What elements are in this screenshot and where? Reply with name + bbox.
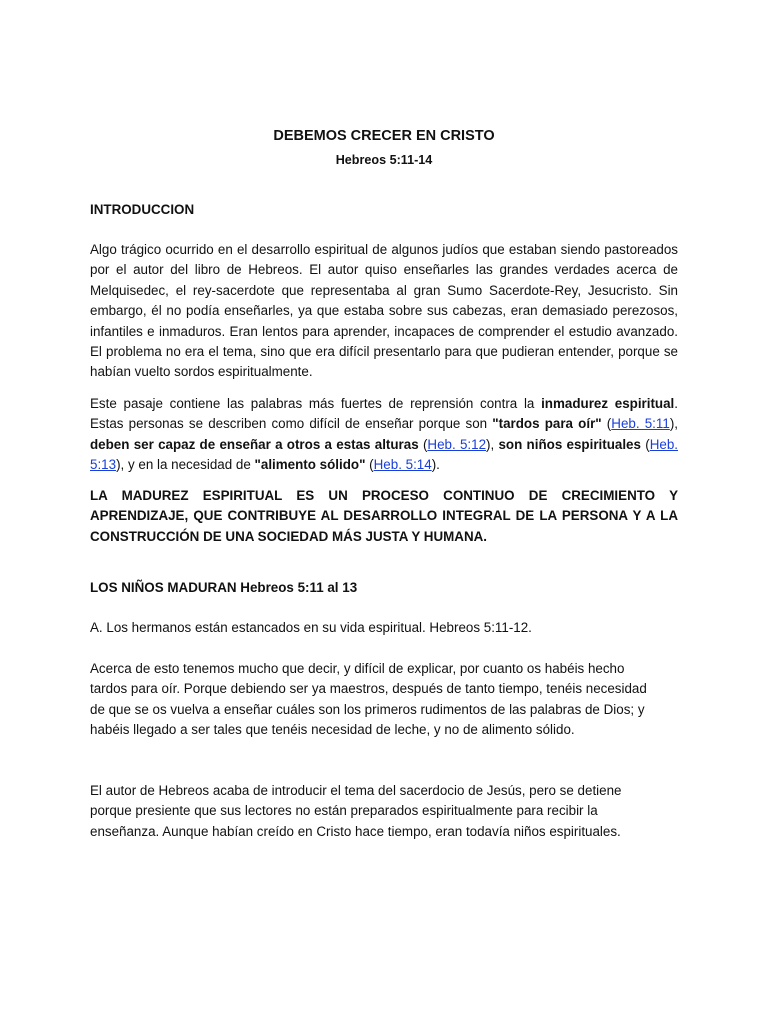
text-run: (: [601, 416, 612, 432]
text-run: (: [640, 436, 650, 452]
quote-line: habéis llegado a ser tales que tenéis necesidad de leche, y no de alimento sólido.: [90, 722, 575, 738]
bold-run: inmadurez espiritual: [541, 396, 675, 411]
closing-paragraph: [90, 781, 678, 842]
link-heb-5-14[interactable]: Heb. 5:14: [373, 457, 432, 473]
text-run: ).: [431, 457, 440, 473]
intro-heading: INTRODUCCION: [90, 202, 195, 217]
section-heading: LOS NIÑOS MADURAN Hebreos 5:11 al 13: [90, 580, 358, 595]
closing-line: El autor de Hebreos acaba de introducir el tema del sacerdocio de Jesús, pero se detiene: [90, 783, 622, 798]
closing-line: enseñanza. Aunque habían creído en Cristo hace tiempo, eran todavía niños espirituales.: [90, 823, 621, 839]
bold-run: "tardos para oír": [492, 416, 602, 432]
reprension-paragraph: [90, 394, 678, 476]
maturity-statement: LA MADUREZ ESPIRITUAL ES UN PROCESO CONTINUO DE CRECIMIENTO Y APRENDIZAJE, QUE CONTRIBUYE AL DESARROLLO INTEGRAL DE LA PERSONA Y A LA CONSTRUCCIÓN DE UNA SOCIEDAD MÁS JUSTA Y HUMANA.: [90, 488, 678, 544]
document-title: DEBEMOS CRECER EN CRISTO: [273, 128, 495, 144]
bold-run: deben ser capaz de enseñar a otros a estas alturas: [90, 436, 419, 452]
text-run: ),: [486, 436, 499, 452]
link-heb-5-12[interactable]: Heb. 5:12: [427, 436, 487, 452]
scripture-quote: [90, 659, 678, 741]
text-run: ), y en la necesidad de: [116, 457, 255, 473]
closing-line: porque presiente que sus lectores no están preparados espiritualmente para recibir la: [90, 803, 598, 819]
text-run: (: [365, 457, 374, 473]
document-subtitle: Hebreos 5:11-14: [335, 153, 433, 167]
text-run: (: [418, 436, 428, 452]
intro-paragraph: Algo trágico ocurrido en el desarrollo espiritual de algunos judíos que estaban siendo pastoreados por el autor del libro de Hebreos. El autor quiso enseñarles las grandes verdades acerca de Melquisedec, el rey-sacerdote que representaba al gran Sumo Sacerdote-Rey, Jesucristo. Sin embargo, él no podía enseñarles, ya que estaba sobre sus cabezas, eran demasiado perezosos, infantiles e inmaduros. Eran lentos para aprender, incapaces de comprender el estudio avanzado. El problema no era el tema, sino que era difícil presentarlo para que pudieran entender, porque se habían vuelto sordos espiritualmente.: [90, 242, 678, 380]
point-a: A. Los hermanos están estancados en su vida espiritual. Hebreos 5:11-12.: [90, 620, 532, 635]
bold-run: "alimento sólido": [254, 457, 366, 473]
quote-line: tardos para oír. Porque debiendo ser ya maestros, después de tanto tiempo, tenéis necesidad: [90, 681, 647, 697]
link-heb-5-13[interactable]: Heb. 5:13: [90, 436, 678, 473]
text-run: . Estas personas se describen como difícil de enseñar porque son: [90, 396, 679, 432]
bold-run: son niños espirituales: [498, 436, 641, 452]
quote-line: Acerca de esto tenemos mucho que decir, y difícil de explicar, por cuanto os habéis hecho: [90, 661, 625, 676]
text-run: ),: [669, 416, 678, 432]
quote-line: de que se os vuelva a enseñar cuáles son los primeros rudimentos de las palabras de Dios; y: [90, 701, 645, 717]
text-run: Este pasaje contiene las palabras más fuertes de reprensión contra la: [90, 396, 542, 411]
link-heb-5-11[interactable]: Heb. 5:11: [611, 416, 670, 432]
